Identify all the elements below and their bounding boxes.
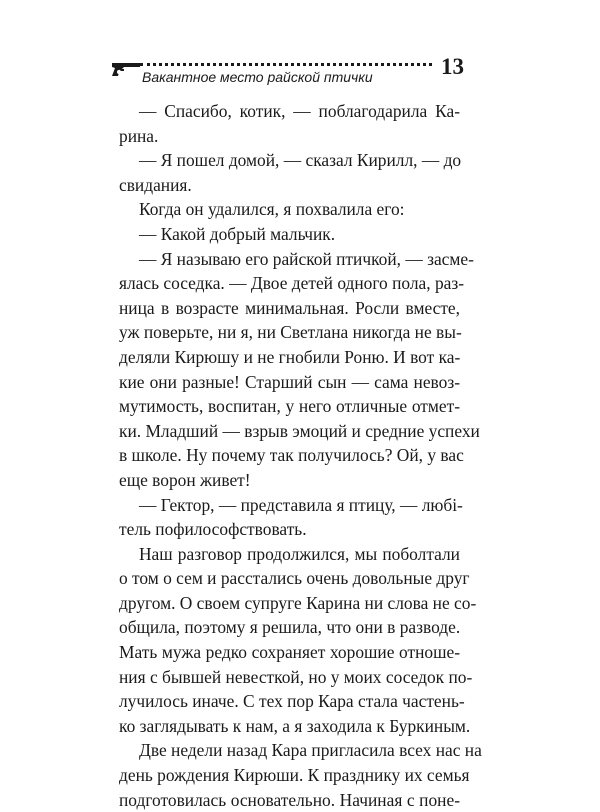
dotted-rule — [140, 63, 432, 66]
text-line: — Я пошел домой, — сказал Кирилл, — до — [139, 150, 462, 171]
revolver-icon — [110, 60, 144, 78]
text-line: о том о сем и расстались очень довольные друг — [119, 568, 470, 589]
text-line: свидания. — [119, 174, 192, 195]
text-line: — Какой добрый мальчик. — [139, 223, 336, 244]
text-line: кие они разные! Старший сын — сама невоз- — [119, 371, 460, 392]
body-text — [119, 99, 482, 812]
text-line: Когда он удалился, я похвалила его: — [139, 199, 405, 220]
text-line: — Спасибо, котик, — поблагодарила Ка- — [139, 101, 460, 121]
text-line: в школе. Ну почему так получилось? Ой, у вас — [119, 445, 464, 466]
text-line: еще ворон живет! — [119, 469, 251, 490]
text-line: деляли Кирюшу и не гнобили Роню. И вот ка- — [119, 346, 461, 367]
text-line: подготовилась основательно. Начиная с поне- — [119, 789, 460, 810]
text-line: ки. Младший — взрыв эмоций и средние успехи — [119, 420, 480, 441]
text-line: уж поверьте, ни я, ни Светлана никогда не вы- — [119, 322, 462, 343]
text-line: — Я называю его райской птичкой, — засме- — [139, 248, 474, 269]
page-number: 13 — [441, 54, 464, 79]
running-title: Вакантное место райской птички — [142, 69, 373, 85]
text-line: ялась соседка. — Двое детей одного пола, раз- — [119, 273, 465, 294]
text-line: общила, поэтому я решила, что они в разводе. — [119, 617, 461, 638]
text-line: — Гектор, — представила я птицу, — любі- — [139, 494, 463, 515]
text-line: ница в возрасте минимальная. Росли вместе, — [119, 297, 460, 318]
text-line: Мать мужа редко сохраняет хорошие отноше- — [119, 642, 460, 663]
text-line: ния с бывшей невесткой, но у моих соседок по- — [119, 666, 473, 687]
text-line: тель пофилософствовать. — [119, 519, 307, 540]
text-line: лучилось иначе. С тех пор Кара стала частень- — [119, 691, 465, 712]
text-line: другом. О своем супруге Карина ни слова не со- — [119, 592, 477, 613]
text-line: мутимость, воспитан, у него отличные отмет- — [119, 396, 460, 417]
text-line: день рождения Кирюши. К празднику их семья — [119, 765, 470, 786]
text-line: ко заглядывать к нам, а я заходила к Буркиным. — [119, 715, 471, 736]
text-line: рина. — [119, 125, 159, 146]
text-line: Две недели назад Кара пригласила всех нас на — [139, 740, 482, 761]
running-header — [110, 56, 464, 86]
text-line: Наш разговор продолжился, мы поболтали — [139, 543, 460, 564]
